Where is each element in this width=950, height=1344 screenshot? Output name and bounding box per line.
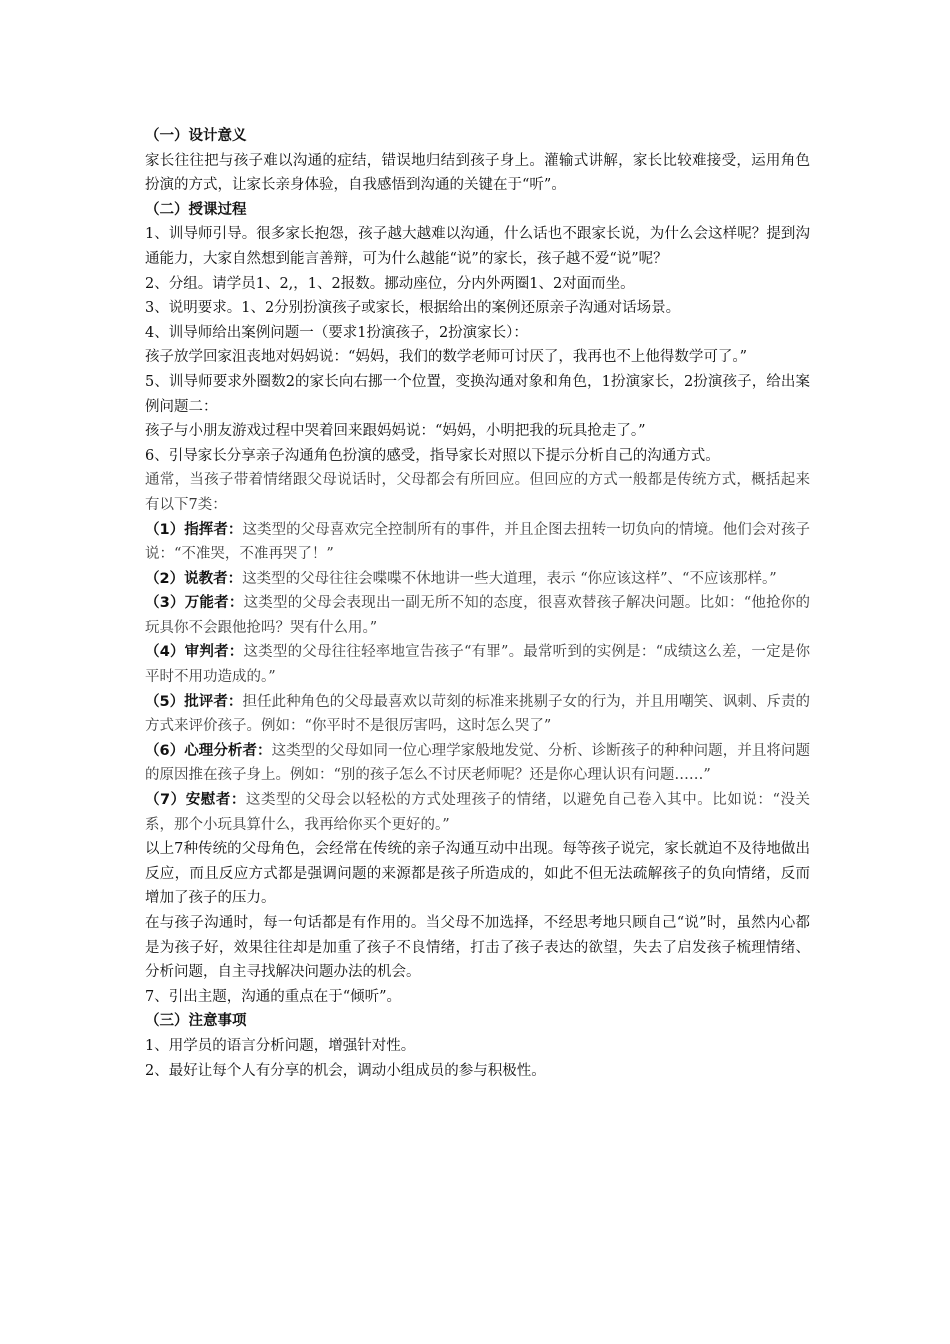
parent-type-text: 这类型的父母会表现出一副无所不知的态度，很喜欢替孩子解决问题。比如：“他抢你的玩具你不会跟他抢吗？哭有什么用。” (145, 595, 810, 636)
case-2: 孩子与小朋友游戏过程中哭着回来跟妈妈说：“妈妈，小明把我的玩具抢走了。” (145, 423, 646, 440)
summary-paragraph-1: 以上7种传统的父母角色，会经常在传统的亲子沟通互动中出现。每等孩子说完，家长就迫不及待地做出反应，而且反应方式都是强调问题的来源都是孩子所造成的，如此不但无法疏解孩子的负向情绪，反而增加了孩子的压力。 (145, 841, 810, 907)
section-heading-process: （二）授课过程 (145, 201, 247, 218)
parent-type-3 (145, 591, 810, 640)
parent-type-2 (145, 567, 810, 592)
parent-type-4 (145, 640, 810, 689)
parent-type-1 (145, 518, 810, 567)
step-7: 7、引出主题，沟通的重点在于“倾听”。 (145, 988, 402, 1005)
note-2: 2、最好让每个人有分享的机会，调动小组成员的参与积极性。 (145, 1062, 546, 1079)
summary-paragraph-2: 在与孩子沟通时，每一句话都是有作用的。当父母不加选择，不经思考地只顾自己“说”时，虽然内心都是为孩子好，效果往往却是加重了孩子不良情绪，打击了孩子表达的欲望，失去了启发孩子梳理情绪、分析问题，自主寻找解决问题办法的机会。 (145, 915, 810, 981)
parent-type-label: （4）审判者： (145, 644, 244, 661)
step-1: 1、训导师引导。很多家长抱怨，孩子越大越难以沟通，什么话也不跟家长说，为什么会这样呢？提到沟通能力，大家自然想到能言善辩，可为什么越能“说”的家长，孩子越不爱“说”呢？ (145, 226, 810, 267)
step-2: 2、分组。请学员1、2,，1、2报数。挪动座位，分内外两圈1、2对面而坐。 (145, 275, 635, 292)
parent-type-label: （2）说教者： (145, 570, 243, 587)
parent-type-label: （3）万能者： (145, 595, 244, 612)
step-6: 6、引导家长分享亲子沟通角色扮演的感受，指导家长对照以下提示分析自己的沟通方式。 (145, 447, 720, 464)
parent-type-text: 这类型的父母往往会喋喋不休地讲一些大道理，表示 “你应该这样”、“不应该那样。” (242, 570, 777, 587)
parent-type-text: 这类型的父母会以轻松的方式处理孩子的情绪，以避免自己卷入其中。比如说：“没关系，那个小玩具算什么，我再给你买个更好的。” (145, 792, 810, 833)
step-3: 3、说明要求。1、2分别扮演孩子或家长，根据给出的案例还原亲子沟通对话场景。 (145, 300, 681, 317)
parent-type-text: 这类型的父母喜欢完全控制所有的事件，并且企图去扭转一切负向的情境。他们会对孩子说：“不准哭，不准再哭了！” (145, 521, 810, 563)
case-1: 孩子放学回家沮丧地对妈妈说：“妈妈，我们的数学老师可讨厌了，我再也不上他得数学可了。” (145, 349, 748, 366)
document-page (145, 124, 810, 1083)
section-heading-notes: （三）注意事项 (145, 1013, 247, 1030)
parent-type-7 (145, 788, 810, 837)
parent-type-text: 担任此种角色的父母最喜欢以苛刻的标准来挑剔子女的行为，并且用嘲笑、讽刺、斥责的方式来评价孩子。例如：“你平时不是很厉害吗，这时怎么哭了” (145, 693, 810, 735)
parent-type-label: （5）批评者： (145, 693, 243, 710)
parent-type-5 (145, 690, 810, 739)
parent-type-label: （7）安慰者： (145, 792, 246, 809)
parent-type-label: （6）心理分析者： (145, 742, 272, 759)
step-5: 5、训导师要求外圈数2的家长向右挪一个位置，变换沟通对象和角色，1扮演家长，2扮演孩子，给出案例问题二： (145, 373, 810, 415)
parent-type-text: 这类型的父母如同一位心理学家般地发觉、分析、诊断孩子的种种问题，并且将问题的原因推在孩子身上。例如：“别的孩子怎么不讨厌老师呢？还是你心理认识有问题……” (145, 742, 810, 784)
parent-type-label: （1）指挥者： (145, 521, 243, 538)
note-1: 1、用学员的语言分析问题，增强针对性。 (145, 1037, 416, 1054)
types-intro: 通常，当孩子带着情绪跟父母说话时，父母都会有所回应。但回应的方式一般都是传统方式，概括起来有以下7类： (145, 472, 810, 513)
parent-type-text: 这类型的父母往往轻率地宣告孩子“有罪”。最常听到的实例是：“成绩这么差，一定是你平时不用功造成的。” (145, 644, 810, 686)
paragraph-design-meaning: 家长往往把与孩子难以沟通的症结，错误地归结到孩子身上。灌输式讲解，家长比较难接受，运用角色扮演的方式，让家长亲身体验，自我感悟到沟通的关键在于“听”。 (145, 152, 810, 194)
section-heading-design: （一）设计意义 (145, 128, 247, 144)
step-4: 4、训导师给出案例问题一（要求1扮演孩子，2扮演家长）： (145, 324, 528, 341)
parent-type-6 (145, 739, 810, 788)
